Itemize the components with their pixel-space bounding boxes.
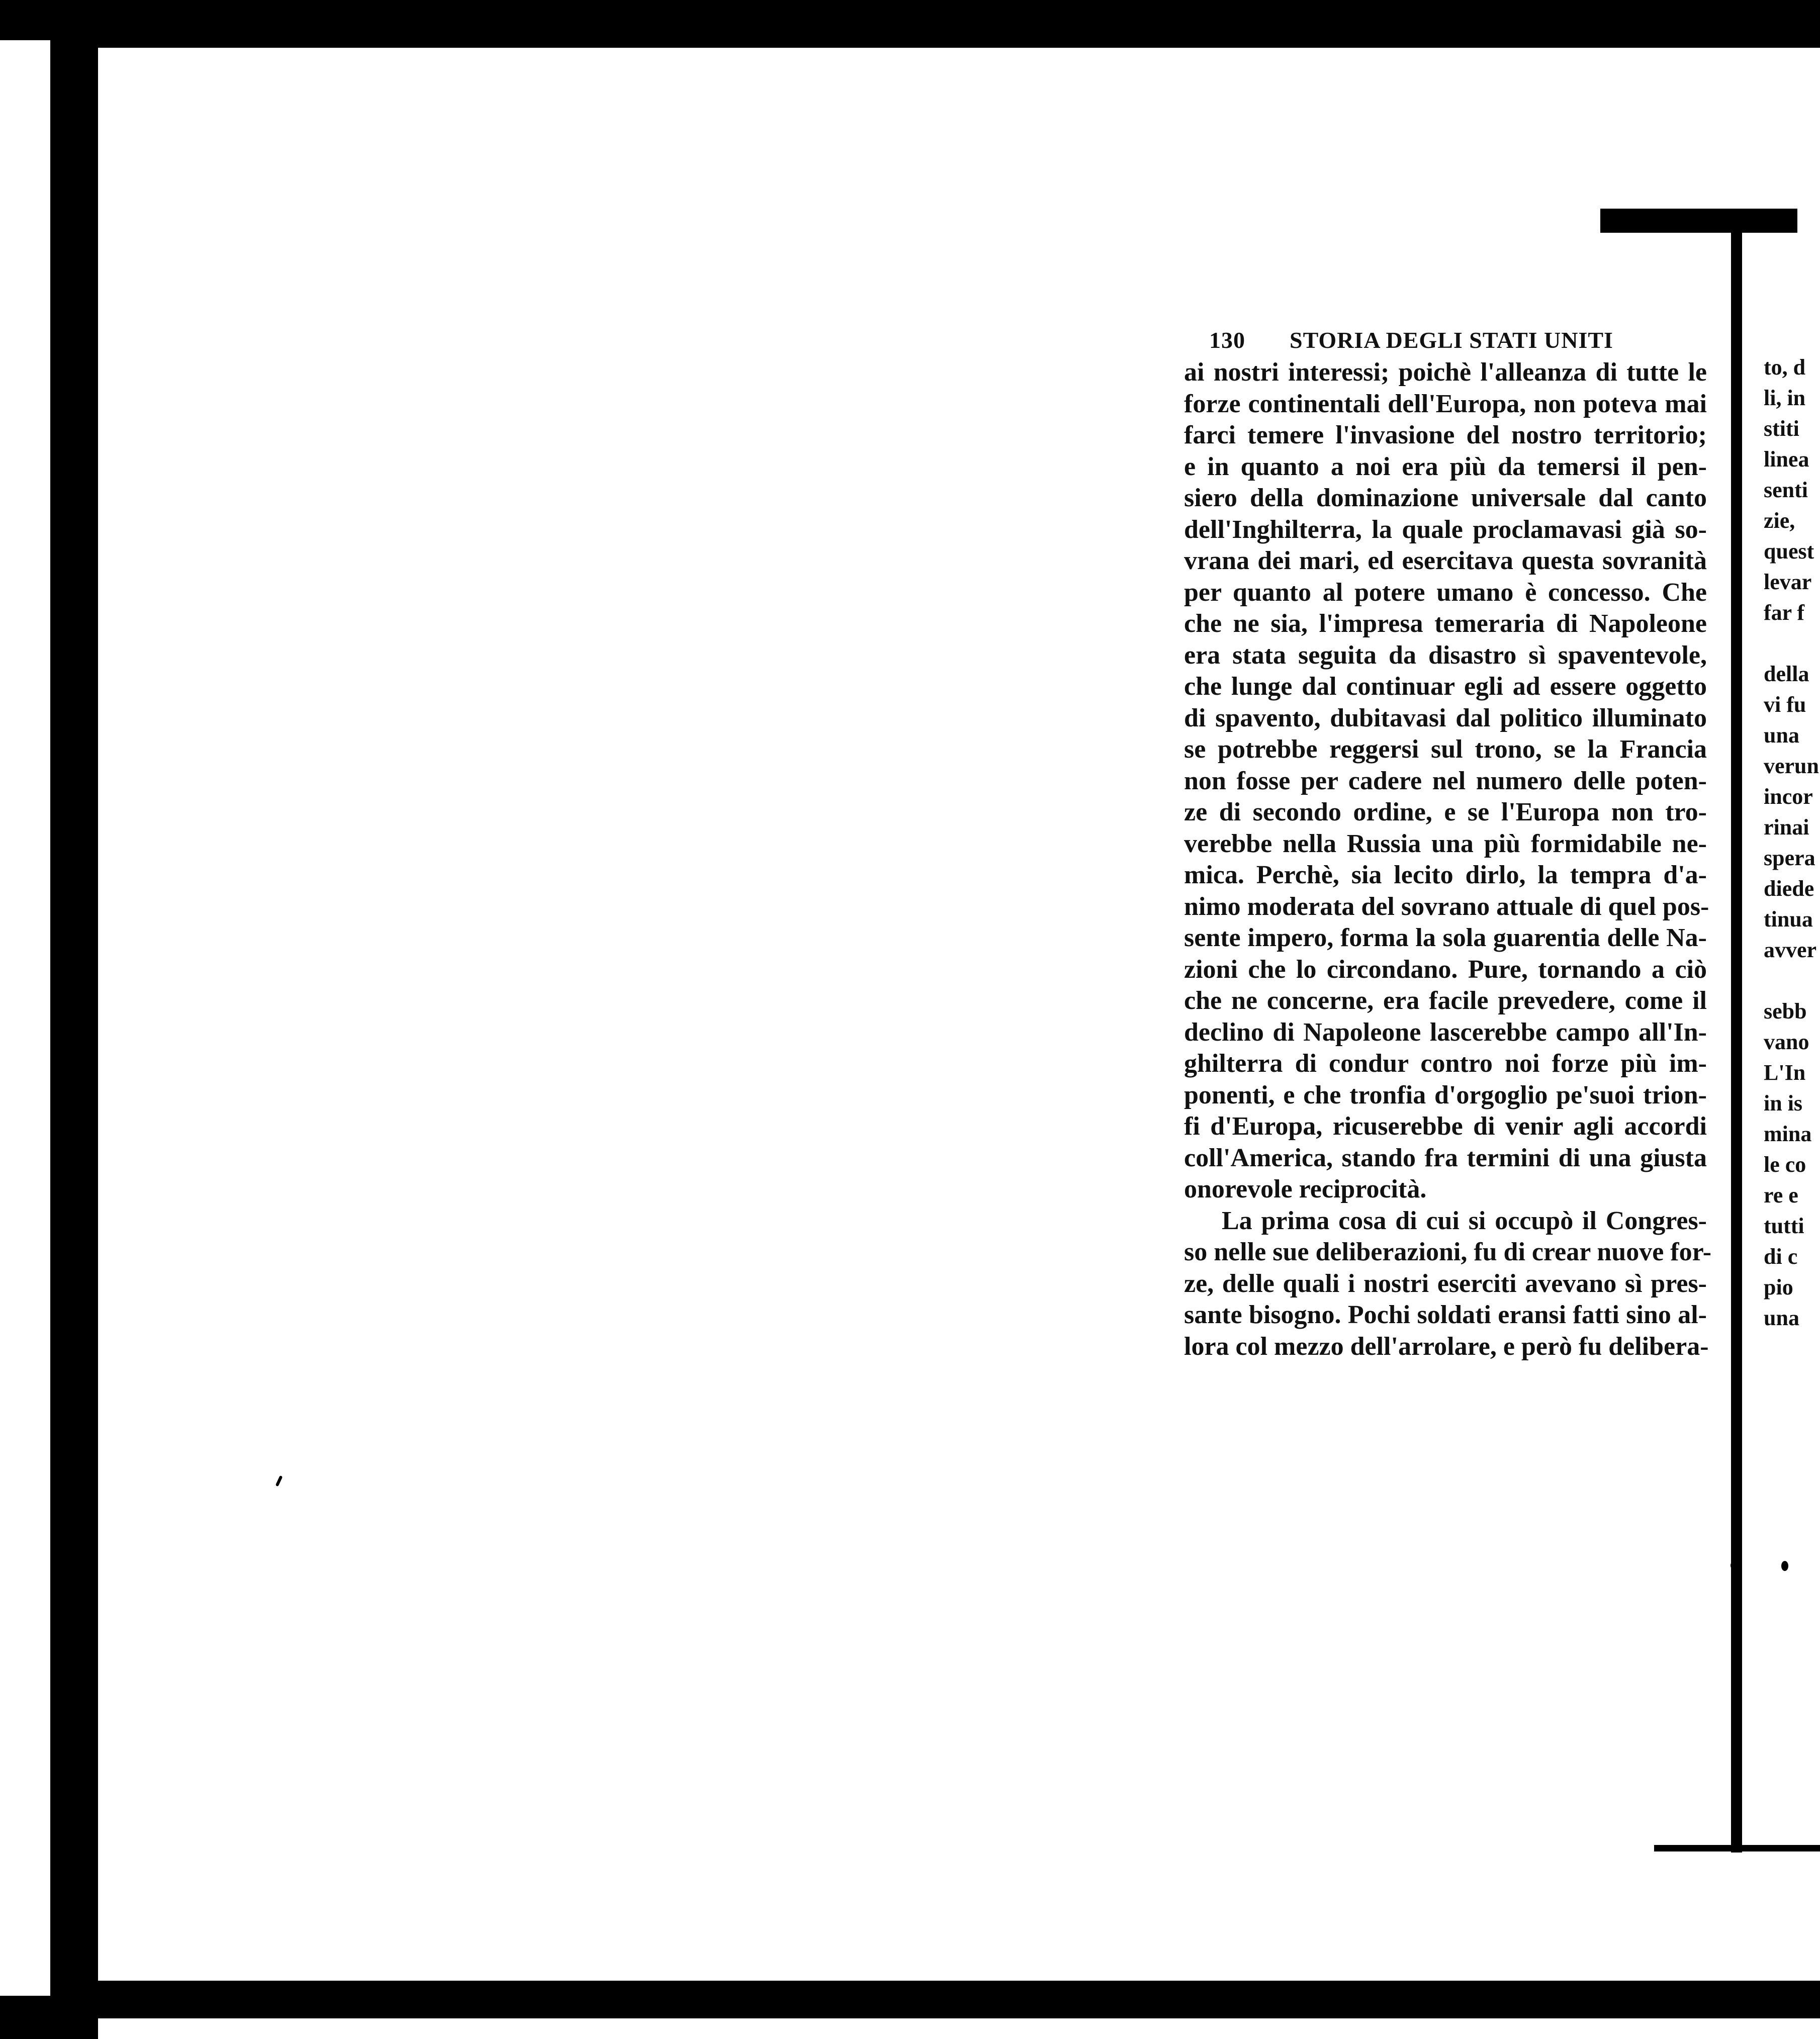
text-line: zioni che lo circondano. Pure, tornando a ciò	[1184, 955, 1707, 984]
text-line: ze di secondo ordine, e se l'Europa non tro-	[1184, 798, 1707, 826]
facing-line: avver	[1764, 938, 1817, 962]
text-line: sante bisogno. Pochi soldati eransi fatti sino al-	[1184, 1301, 1707, 1329]
facing-line: rinai	[1764, 815, 1809, 840]
text-line: onorevole reciprocità.	[1184, 1175, 1427, 1203]
text-line: ponenti, e che tronfia d'orgoglio pe'suoi trion-	[1184, 1080, 1707, 1109]
text-line: per quanto al potere umano è concesso. Che	[1184, 578, 1707, 607]
text-line: sente impero, forma la sola guarentia delle Na-	[1184, 923, 1707, 952]
facing-line: mina	[1764, 1122, 1812, 1146]
text-line: di spavento, dubitavasi dal politico illuminato	[1184, 703, 1707, 732]
facing-line: tutti	[1764, 1214, 1804, 1238]
body-text	[1184, 357, 1712, 1362]
facing-line: to, d	[1764, 355, 1806, 380]
text-line: declino di Napoleone lascerebbe campo all'In-	[1184, 1017, 1707, 1047]
facing-line: quest	[1764, 539, 1814, 564]
text-line: mica. Perchè, sia lecito dirlo, la tempra d'a-	[1184, 861, 1707, 889]
gutter-line	[1731, 226, 1742, 1852]
facing-line: vi fu	[1764, 692, 1806, 717]
ink-speck	[1781, 1561, 1788, 1571]
page-number: 130	[1209, 327, 1245, 353]
facing-line: li, in	[1764, 386, 1806, 410]
text-line: nimo moderata del sovrano attuale di quel pos-	[1184, 892, 1709, 921]
text-line: non fosse per cadere nel numero delle poten-	[1184, 766, 1707, 795]
text-line: La prima cosa di cui si occupò il Congres-	[1222, 1206, 1707, 1235]
facing-line: linea	[1764, 447, 1809, 472]
facing-line: verun	[1764, 754, 1819, 778]
facing-line: vano	[1764, 1030, 1809, 1054]
text-line: dell'Inghilterra, la quale proclamavasi già so-	[1184, 515, 1707, 544]
text-line: forze continentali dell'Europa, non poteva mai	[1184, 389, 1707, 418]
text-line: ghilterra di condur contro noi forze più im-	[1184, 1049, 1707, 1078]
facing-page-fragment	[1764, 352, 1820, 1333]
gutter-top-bar	[1600, 209, 1797, 233]
text-line: se potrebbe reggersi sul trono, se la Francia	[1184, 735, 1707, 764]
text-line: ai nostri interessi; poichè l'alleanza di tutte le	[1184, 358, 1707, 387]
facing-line: re e	[1764, 1183, 1798, 1208]
facing-text	[1764, 352, 1820, 1333]
text-line: che ne concerne, era facile prevedere, come il	[1184, 986, 1707, 1015]
ink-speck	[1731, 1562, 1735, 1569]
text-line: e in quanto a noi era più da temersi il pen-	[1184, 452, 1707, 481]
text-line: era stata seguita da disastro sì spaventevole,	[1184, 640, 1707, 670]
text-line: lora col mezzo dell'arrolare, e però fu delibera-	[1184, 1332, 1709, 1361]
facing-line: tinua	[1764, 907, 1813, 932]
text-line: che ne sia, l'impresa temeraria di Napoleone	[1184, 609, 1707, 638]
facing-line: spera	[1764, 846, 1815, 870]
text-line: so nelle sue deliberazioni, fu di crear nuove for-	[1184, 1238, 1712, 1266]
facing-line: senti	[1764, 478, 1808, 502]
facing-line: della	[1764, 662, 1809, 686]
text-column	[1184, 322, 1712, 1362]
facing-line: far f	[1764, 600, 1805, 625]
text-line: verebbe nella Russia una più formidabile ne-	[1184, 829, 1707, 858]
gutter-bottom-bar	[1654, 1845, 1820, 1851]
text-line: fi d'Europa, ricuserebbe di venir agli accordi	[1184, 1112, 1707, 1141]
next-page-edge	[98, 2018, 1820, 2039]
text-line: ze, delle quali i nostri eserciti avevano sì pres-	[1184, 1269, 1707, 1298]
facing-line: pio	[1764, 1275, 1793, 1300]
running-title: STORIA DEGLI STATI UNITI	[1290, 327, 1613, 353]
facing-line: una	[1764, 723, 1799, 748]
ink-speck	[60, 892, 66, 900]
text-line: siero della dominazione universale dal canto	[1184, 484, 1707, 512]
facing-line: una	[1764, 1306, 1799, 1330]
facing-line: stiti	[1764, 416, 1799, 441]
text-line: vrana dei mari, ed esercitava questa sovranità	[1184, 546, 1707, 575]
text-line: coll'America, stando fra termini di una giusta	[1184, 1143, 1707, 1172]
facing-line: L'In	[1764, 1060, 1806, 1085]
facing-line: le co	[1764, 1152, 1806, 1177]
facing-line: incor	[1764, 784, 1813, 809]
previous-page-edge	[0, 40, 50, 1996]
facing-line: diede	[1764, 876, 1814, 901]
facing-line: sebb	[1764, 999, 1807, 1024]
facing-line: di c	[1764, 1244, 1798, 1269]
text-line: farci temere l'invasione del nostro territorio;	[1184, 421, 1707, 449]
running-head	[1184, 322, 1707, 357]
facing-line: in is	[1764, 1091, 1803, 1116]
text-line: che lunge dal continuar egli ad essere oggetto	[1184, 672, 1707, 701]
facing-line: levar	[1764, 570, 1812, 594]
facing-line: zie,	[1764, 508, 1795, 533]
